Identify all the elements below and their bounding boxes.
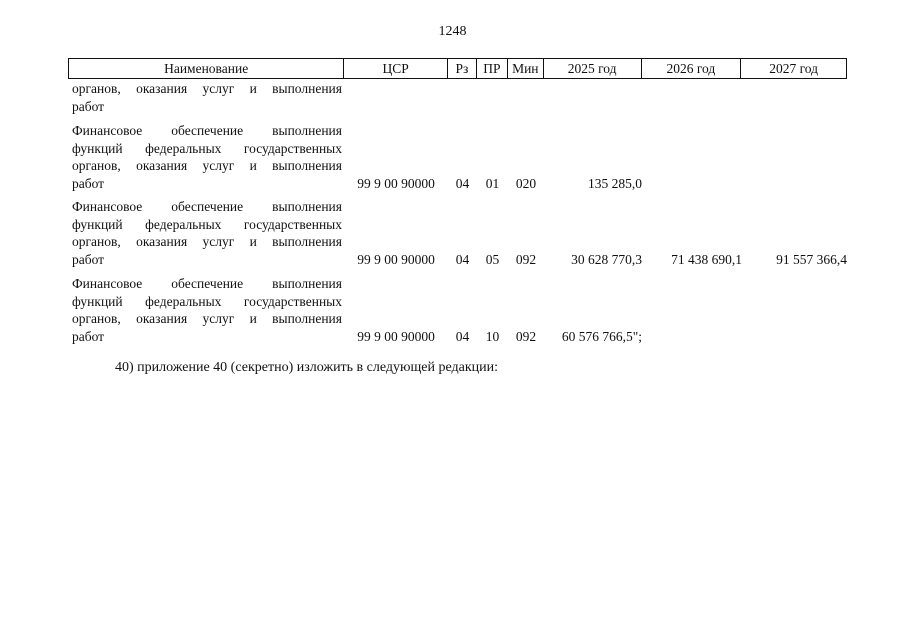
row-pr: 01 bbox=[485, 175, 500, 191]
header-pr: ПР bbox=[477, 59, 508, 78]
header-min: Мин bbox=[508, 59, 544, 78]
row-2025: 60 576 766,5"; bbox=[561, 328, 642, 344]
row-rz: 04 bbox=[455, 251, 470, 267]
row-min: 020 bbox=[515, 175, 537, 191]
row-name-line: работ bbox=[72, 98, 105, 114]
row-pr: 10 bbox=[485, 328, 500, 344]
row-name-line: органов, оказания услуг и выполнения bbox=[72, 234, 342, 249]
row-2027: 91 557 366,4 bbox=[776, 251, 847, 267]
row-name-line: функций федеральных государственных bbox=[72, 216, 342, 232]
row-rz: 04 bbox=[455, 175, 470, 191]
row-min: 092 bbox=[515, 328, 537, 344]
row-name-line: органов, оказания услуг и выполнения bbox=[72, 311, 342, 326]
row-name bbox=[72, 80, 342, 115]
row-csr: 99 9 00 90000 bbox=[357, 251, 435, 267]
row-name-line: Финансовое обеспечение выполнения bbox=[72, 276, 342, 291]
row-name-line: функций федеральных государственных bbox=[72, 140, 342, 156]
header-2025: 2025 год bbox=[544, 59, 642, 78]
row-name-line: работ bbox=[72, 175, 105, 191]
row-pr: 05 bbox=[485, 251, 500, 267]
table-row-continuation bbox=[68, 80, 847, 116]
row-name bbox=[72, 275, 342, 345]
table-row bbox=[68, 275, 847, 345]
row-csr: 99 9 00 90000 bbox=[357, 175, 435, 191]
row-name-line: органов, оказания услуг и выполнения bbox=[72, 81, 342, 96]
header-2026: 2026 год bbox=[642, 59, 742, 78]
row-name-line: работ bbox=[72, 251, 105, 267]
row-name-line: работ bbox=[72, 328, 105, 344]
row-name-line: органов, оказания услуг и выполнения bbox=[72, 158, 342, 173]
row-2026: 71 438 690,1 bbox=[671, 251, 742, 267]
table-header bbox=[68, 58, 847, 79]
row-2025: 30 628 770,3 bbox=[571, 251, 642, 267]
header-name: Наименование bbox=[69, 59, 344, 78]
row-rz: 04 bbox=[455, 328, 470, 344]
table-row bbox=[68, 198, 847, 268]
row-name-line: функций федеральных государственных bbox=[72, 293, 342, 309]
row-name bbox=[72, 198, 342, 268]
header-rz: Рз bbox=[448, 59, 477, 78]
row-min: 092 bbox=[515, 251, 537, 267]
row-name bbox=[72, 122, 342, 192]
table-row bbox=[68, 122, 847, 192]
row-name-line: Финансовое обеспечение выполнения bbox=[72, 123, 342, 138]
row-csr: 99 9 00 90000 bbox=[357, 328, 435, 344]
page-number: 1248 bbox=[438, 24, 467, 39]
row-name-line: Финансовое обеспечение выполнения bbox=[72, 199, 342, 214]
header-csr: ЦСР bbox=[344, 59, 448, 78]
header-2027: 2027 год bbox=[769, 60, 819, 76]
instruction-paragraph: 40) приложение 40 (секретно) изложить в следующей редакции: bbox=[115, 360, 499, 375]
row-2025: 135 285,0 bbox=[588, 175, 642, 191]
